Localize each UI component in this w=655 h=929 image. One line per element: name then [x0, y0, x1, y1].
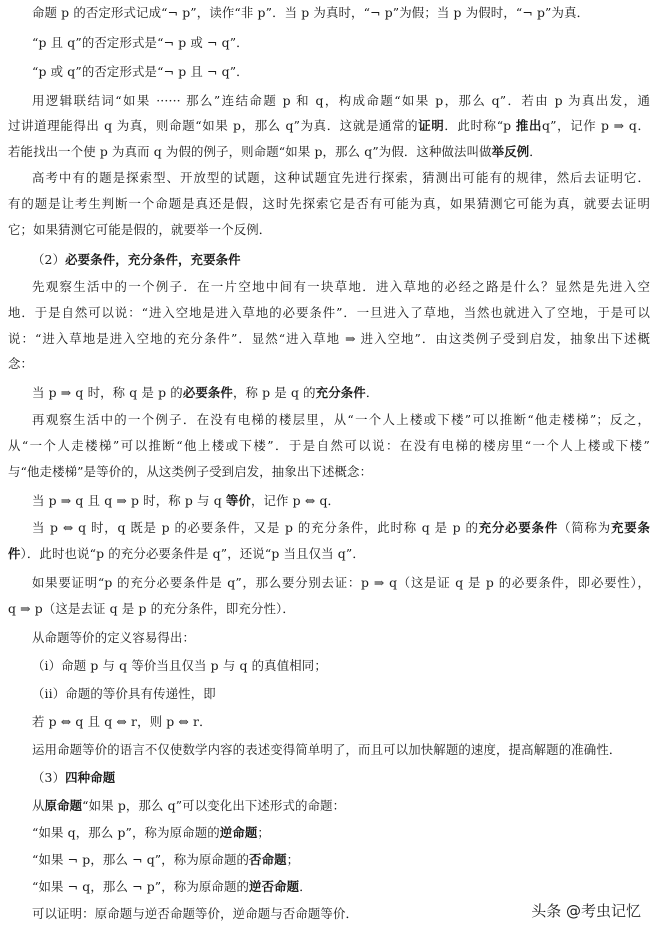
term-implies: 推出	[515, 118, 543, 133]
text-line: “如果 q，那么 p”，称为原命题的逆命题；	[32, 825, 270, 840]
text-line: 用逻辑联结词“如果 ······ 那么”连结命题 p 和 q，构成命题“如果 p，那么 q”．若由 p 为真出发，通	[32, 93, 650, 108]
term-necessary-sufficient: 充分必要条件	[478, 520, 559, 535]
term-iff: 充要条	[611, 520, 650, 535]
text-line: “如果 ¬ p，那么 ¬ q”，称为原命题的否命题；	[32, 852, 300, 867]
text-line: 有的题是让考生判断一个命题是真还是假，这时先探索它是否有可能为真，如果猜测它可能为真，就要去证明	[8, 196, 650, 211]
text-line: 地．于是自然可以说：“进入空地是进入草地的必要条件”．一旦进入了草地，当然也就进入了空地，于是可以	[8, 305, 650, 320]
term-original: 原命题	[44, 798, 83, 813]
text-line: 再观察生活中的一个例子．在没有电梯的楼层里，从“一个人上楼或下楼”可以推断“他走楼梯”；反之，	[32, 412, 650, 427]
text-line: “如果 ¬ q，那么 ¬ p”，称为原命题的逆否命题．	[32, 879, 312, 894]
term-proof: 证明	[418, 118, 445, 133]
section-heading: （3）四种命题	[32, 770, 116, 785]
list-item: （i）命题 p 与 q 等价当且仅当 p 与 q 的真值相同；	[32, 658, 327, 673]
text-line: 与“他走楼梯”是等价的，从这类例子受到启发，抽象出下述概念：	[8, 464, 373, 479]
text-line: 运用命题等价的语言不仅使数学内容的表述变得简单明了，而且可以加快解题的速度，提高解题的准确性．	[32, 742, 622, 757]
term-counterexample: 举反例	[491, 144, 530, 159]
term-equivalent: 等价	[225, 493, 251, 508]
text-line: 从原命题“如果 p，那么 q”可以变化出下述形式的命题：	[32, 798, 346, 813]
term-converse: 逆命题	[219, 825, 258, 840]
text-line: 念：	[8, 356, 34, 371]
text-line: 件）．此时也说“p 的充分必要条件是 q”，还说“p 当且仅当 q”．	[8, 546, 365, 561]
text-line: q ⇒ p（这是去证 q 是 p 的充分条件，即充分性）．	[8, 601, 295, 616]
term-inverse: 否命题	[249, 852, 287, 867]
text-line: “p 或 q”的否定形式是“¬ p 且 ¬ q”．	[32, 64, 249, 79]
text-line: 从“一个人走楼梯”可以推断“他上楼或下楼”．于是自然可以说：在没有电梯的楼房里“一个人上楼或下楼”	[8, 438, 650, 453]
text-line: “p 且 q”的否定形式是“¬ p 或 ¬ q”．	[32, 35, 249, 50]
text-line: 当 p ⇔ q 时，q 既是 p 的必要条件，又是 p 的充分条件，此时称 q 是 p 的充分必要条件（简称为充要条	[32, 520, 650, 535]
text-line: 高考中有的题是探索型、开放型的试题，这种试题宜先进行探索，猜测出可能有的规律，然后去证明它．	[32, 170, 650, 185]
definition-line: 当 p ⇒ q 时，称 q 是 p 的必要条件，称 p 是 q 的充分条件．	[32, 385, 379, 400]
term-sufficient: 充分条件	[315, 385, 366, 400]
text-line: 从命题等价的定义容易得出：	[32, 630, 196, 645]
watermark: 头条 @考虫记忆	[531, 902, 641, 920]
text-line: 如果要证明“p 的充分必要条件是 q”，那么要分别去证：p ⇒ q（这是证 q 是 p 的必要条件，即必要性），	[32, 575, 650, 590]
list-item: （ii）命题的等价具有传递性，即	[32, 686, 216, 701]
text-line: 说：“进入草地是进入空地的充分条件”．显然“进入草地 ⇒ 进入空地”．由这类例子受到启发，抽象出下述概	[8, 331, 650, 346]
text-line: 若能找出一个使 p 为真而 q 为假的例子，则命题“如果 p，那么 q”为假．这种做法叫做举反例．	[8, 144, 542, 159]
text-line: 先观察生活中的一个例子．在一片空地中间有一块草地．进入草地的必经之路是什么？显然是先进入空	[32, 279, 650, 294]
text-line: 它；如果猜测它可能是假的，就要举一个反例．	[8, 222, 272, 237]
formula-line: 若 p ⇔ q 且 q ⇔ r，则 p ⇔ r．	[32, 714, 212, 729]
text-line: 可以证明：原命题与逆否命题等价，逆命题与否命题等价．	[32, 906, 359, 921]
section-heading: （2）必要条件，充分条件，充要条件	[32, 252, 241, 267]
text-line: 命题 p 的否定形式记成“¬ p”，读作“非 p”．当 p 为真时，“¬ p”为假；当 p 为假时，“¬ p”为真．	[32, 5, 590, 20]
term-necessary: 必要条件	[182, 385, 233, 400]
definition-line: 当 p ⇒ q 且 q ⇒ p 时，称 p 与 q 等价，记作 p ⇔ q．	[32, 493, 341, 508]
text-line: 过讲道理能得出 q 为真，则命题“如果 p，那么 q”为真．这就是通常的证明．此时称“p 推出q”，记作 p ⇒ q．	[8, 118, 650, 133]
term-contrapositive: 逆否命题	[249, 879, 300, 894]
